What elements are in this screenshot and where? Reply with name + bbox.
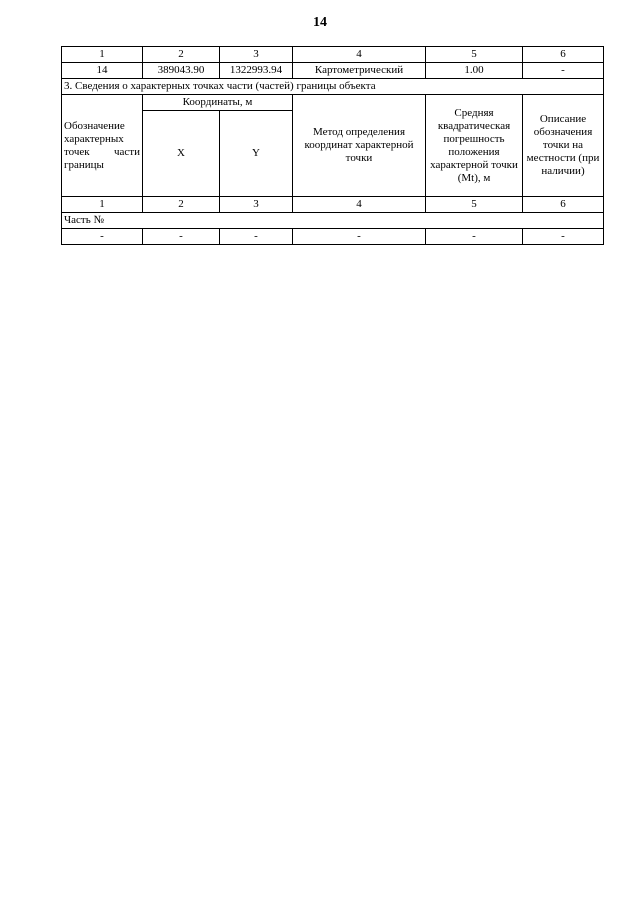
section3-header-row [62, 95, 604, 111]
description-cell: - [523, 63, 604, 79]
designation-header: Обозначение характерных точек части границы [62, 95, 143, 197]
method-cell: Картометрический [293, 63, 426, 79]
col-number-cell: 2 [143, 197, 220, 213]
col-number-cell: 4 [293, 47, 426, 63]
error-cell: - [426, 229, 523, 245]
col-number-cell: 1 [62, 47, 143, 63]
error-cell: 1.00 [426, 63, 523, 79]
description-header: Описание обозначения точки на местности (при наличии) [523, 95, 604, 197]
col-number-cell: 2 [143, 47, 220, 63]
page-number: 14 [313, 15, 327, 30]
col-number-cell: 3 [220, 47, 293, 63]
col-number-cell: 6 [523, 47, 604, 63]
part-label: Часть № [62, 213, 604, 229]
point-number-cell: 14 [62, 63, 143, 79]
col-number-cell: 4 [293, 197, 426, 213]
y-header: Y [220, 111, 293, 197]
x-coordinate-cell: - [143, 229, 220, 245]
table-row [62, 63, 604, 79]
section3-title-row [62, 79, 604, 95]
x-coordinate-cell: 389043.90 [143, 63, 220, 79]
col-number-cell: 5 [426, 47, 523, 63]
col-number-cell: 3 [220, 197, 293, 213]
coordinates-header: Координаты, м [143, 95, 293, 111]
table1-header-row [62, 47, 604, 63]
col-number-cell: 5 [426, 197, 523, 213]
method-cell: - [293, 229, 426, 245]
point-designation-cell: - [62, 229, 143, 245]
section3-col-number-row [62, 197, 604, 213]
table-row [62, 229, 604, 245]
description-cell: - [523, 229, 604, 245]
method-header: Метод определения координат характерной точки [293, 95, 426, 197]
characteristic-points-table [61, 46, 604, 245]
y-coordinate-cell: 1322993.94 [220, 63, 293, 79]
y-coordinate-cell: - [220, 229, 293, 245]
error-header: Средняя квадратическая погрешность положения характерной точки (Mt), м [426, 95, 523, 197]
part-row [62, 213, 604, 229]
x-header: X [143, 111, 220, 197]
col-number-cell: 6 [523, 197, 604, 213]
section-title: 3. Сведения о характерных точках части (частей) границы объекта [62, 79, 604, 95]
col-number-cell: 1 [62, 197, 143, 213]
